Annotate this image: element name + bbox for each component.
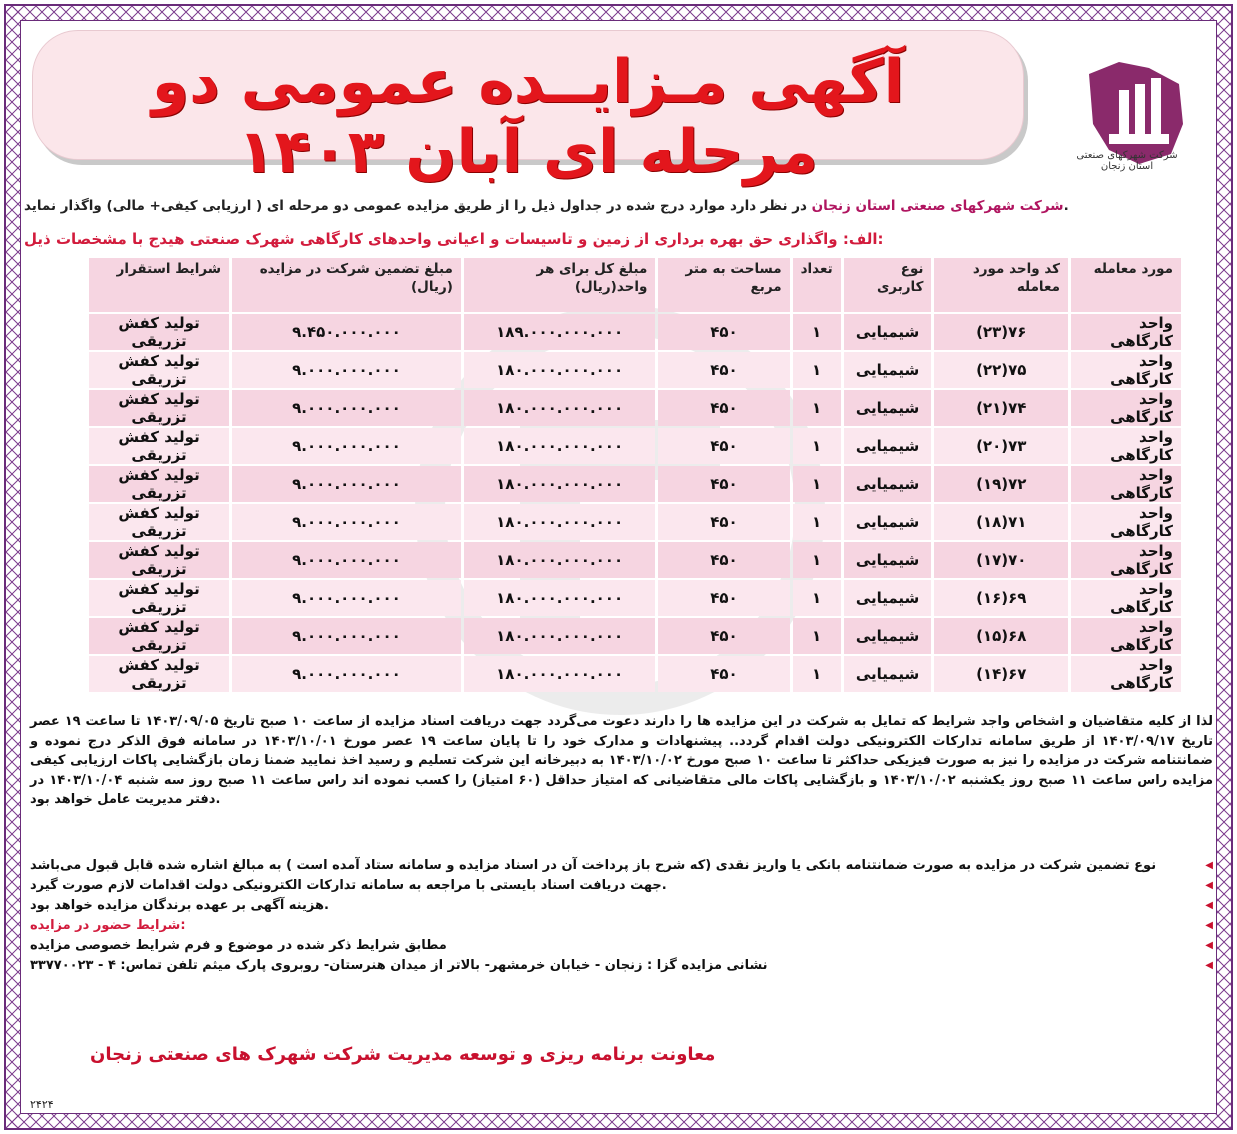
table-cell: شیمیایی [844,618,932,654]
table-cell: ۱۸۰.۰۰۰.۰۰۰.۰۰۰ [464,390,655,426]
table-header-row [89,258,1181,312]
table-cell: تولید کفش تزریقی [89,580,229,616]
table-cell: واحد کارگاهی [1071,352,1181,388]
table-cell: تولید کفش تزریقی [89,352,229,388]
bullet-item: ◀ هزینه آگهی بر عهده برندگان مزایده خواهد بود. [30,896,1213,916]
table-cell: شیمیایی [844,428,932,464]
table-cell: واحد کارگاهی [1071,466,1181,502]
table-cell: واحد کارگاهی [1071,618,1181,654]
table-cell: ۱ [793,618,841,654]
table-cell: ۷۵(۲۲) [934,352,1068,388]
table-cell: ۹.۰۰۰.۰۰۰.۰۰۰ [232,390,461,426]
table-row [89,542,1181,578]
logo-caption-line1: شرکت شهرکهای صنعتی [1076,150,1178,161]
table-cell: ۹.۰۰۰.۰۰۰.۰۰۰ [232,580,461,616]
table-cell: ۷۱(۱۸) [934,504,1068,540]
table-cell: تولید کفش تزریقی [89,390,229,426]
footer-signature: معاونت برنامه ریزی و توسعه مدیریت شرکت شهرک های صنعتی زنجان [90,1044,716,1065]
table-cell: شیمیایی [844,390,932,426]
table-cell: ۷۲(۱۹) [934,466,1068,502]
bullet-item: ◀ نوع تضمین شرکت در مزایده به صورت ضمانتنامه بانکی یا واریز نقدی (که شرح باز پرداخت آن در اسناد مزایده و سامانه ستاد آمده است ) به مبالغ اشاره شده قابل قبول می‌باشد [30,856,1213,876]
header-area: مساحت به متر مربع [658,258,789,312]
units-table [86,256,1184,694]
table-row [89,504,1181,540]
intro-text: در نظر دارد موارد درج شده در جداول ذیل را از طریق مزایده عمومی دو مرحله ای ( ارزیابی کیفی+ مالی) واگذار نماید. [24,198,1069,214]
bullet-list [30,856,1213,976]
table-cell: ۱ [793,428,841,464]
table-cell: تولید کفش تزریقی [89,618,229,654]
table-cell: تولید کفش تزریقی [89,314,229,350]
table-cell: ۱ [793,314,841,350]
company-logo [1079,54,1189,194]
table-cell: ۱ [793,656,841,692]
header [32,30,1032,187]
table-cell: ۹.۰۰۰.۰۰۰.۰۰۰ [232,656,461,692]
header-total-price: مبلغ کل برای هر واحد(ریال) [464,258,655,312]
table-cell: شیمیایی [844,580,932,616]
header-unit-code: کد واحد مورد معامله [934,258,1068,312]
table-row [89,352,1181,388]
table-cell: واحد کارگاهی [1071,314,1181,350]
table-cell: واحد کارگاهی [1071,428,1181,464]
body-paragraph: لذا از کلیه متقاضیان و اشخاص واجد شرایط که تمایل به شرکت در این مزایده ها را دارند دعوت می‌گردد جهت دریافت اسناد مزایده از ساعت ۱۰ صبح تاریخ ۱۴۰۳/۰۹/۰۵ تا ساعت ۱۹ عصر تاریخ ۱۴۰۳/۰۹/۱۷ از طریق سامانه تدارکات الکترونیکی دولت اقدام گردد.. پیشنهادات و مدارک خود را تا پایان ساعت ۱۹ عصر مورخ ۱۴۰۳/۱۰/۰۱ در سامانه فوق الذکر درج نموده و ضمانتنامه شرکت در مزایده را نیز به صورت فیزیکی حداکثر تا ساعت ۱۰ صبح مورخ ۱۴۰۳/۱۰/۰۲ به دبیرخانه این شرکت تسلیم و رسید اخذ نمایید ضمنا زمان بازگشایی پاکات ارزیابی کیفی مزایده راس ساعت ۱۱ صبح روز یکشنبه ۱۴۰۳/۱۰/۰۲ و بازگشایی پاکات مالی متقاضیانی که امتیاز حداقل (۶۰ امتیاز) را کسب نموده اند راس ساعت ۱۱ صبح روز سه شنبه ۱۴۰۳/۱۰/۰۴ در دفتر مدیریت عامل خواهد بود. [30,714,1214,807]
table-cell: شیمیایی [844,352,932,388]
table-cell: تولید کفش تزریقی [89,466,229,502]
table-row [89,580,1181,616]
table-cell: واحد کارگاهی [1071,580,1181,616]
table-cell: ۱۸۰.۰۰۰.۰۰۰.۰۰۰ [464,428,655,464]
table-cell: ۱۸۰.۰۰۰.۰۰۰.۰۰۰ [464,618,655,654]
table-cell: ۷۴(۲۱) [934,390,1068,426]
ad-code: ۲۴۲۴ [30,1098,54,1111]
table-cell: ۴۵۰ [658,314,789,350]
table-cell: ۱ [793,390,841,426]
table-cell: شیمیایی [844,542,932,578]
table-row [89,314,1181,350]
table-cell: واحد کارگاهی [1071,542,1181,578]
table-cell: ۴۵۰ [658,656,789,692]
bullet-item-address: ◀ نشانی مزایده گزا : زنجان - خیابان خرمشهر- بالاتر از میدان هنرستان- روبروی پارک میثم تلفن تماس: ۴ - ۳۳۷۷۰۰۲۳ [30,956,1213,976]
header-guarantee: مبلغ تضمین شرکت در مزایده (ریال) [232,258,461,312]
table-cell: ۱ [793,352,841,388]
table-row [89,466,1181,502]
table-cell: ۹.۰۰۰.۰۰۰.۰۰۰ [232,542,461,578]
table-cell: ۷۶(۲۳) [934,314,1068,350]
table-cell: ۴۵۰ [658,352,789,388]
table-cell: ۹.۰۰۰.۰۰۰.۰۰۰ [232,618,461,654]
table-cell: ۶۸(۱۵) [934,618,1068,654]
table-cell: ۹.۰۰۰.۰۰۰.۰۰۰ [232,352,461,388]
table-cell: شیمیایی [844,314,932,350]
table-cell: تولید کفش تزریقی [89,542,229,578]
table-cell: ۶۷(۱۴) [934,656,1068,692]
table-cell: ۱ [793,466,841,502]
table-cell: ۱۸۰.۰۰۰.۰۰۰.۰۰۰ [464,466,655,502]
table-row [89,428,1181,464]
header-conditions: شرایط استقرار [89,258,229,312]
header-transaction: مورد معامله [1071,258,1181,312]
title-banner [32,30,1024,187]
bullet-item: ◀ جهت دریافت اسناد بایستی با مراجعه به سامانه تدارکات الکترونیکی دولت اقدامات لازم صورت گیرد. [30,876,1213,896]
intro-company: شرکت شهرکهای صنعتی استان زنجان [811,198,1064,214]
section-a-heading: الف: واگذاری حق بهره برداری از زمین و تاسیسات و اعیانی واحدهای کارگاهی شهرک صنعتی هیدج با مشخصات ذیل: [24,230,884,248]
table-cell: ۴۵۰ [658,580,789,616]
table-cell: ۷۳(۲۰) [934,428,1068,464]
bullet-item-heading: ◀ شرایط حضور در مزایده: [30,916,1213,936]
table-cell: واحد کارگاهی [1071,390,1181,426]
table-cell: ۴۵۰ [658,618,789,654]
table-cell: ۱۸۰.۰۰۰.۰۰۰.۰۰۰ [464,580,655,616]
table-cell: ۱ [793,542,841,578]
table-cell: ۴۵۰ [658,504,789,540]
intro-paragraph [24,196,1213,216]
table-cell: ۱ [793,580,841,616]
table-cell: تولید کفش تزریقی [89,428,229,464]
logo-caption [1067,150,1187,172]
table-cell: ۴۵۰ [658,466,789,502]
table-row [89,656,1181,692]
table-cell: ۷۰(۱۷) [934,542,1068,578]
table-cell: تولید کفش تزریقی [89,504,229,540]
table-cell: ۶۹(۱۶) [934,580,1068,616]
table-cell: شیمیایی [844,466,932,502]
table-row [89,390,1181,426]
header-count: تعداد [793,258,841,312]
table-cell: ۹.۰۰۰.۰۰۰.۰۰۰ [232,428,461,464]
header-usage: نوع کاربری [844,258,932,312]
table-cell: ۹.۴۵۰.۰۰۰.۰۰۰ [232,314,461,350]
table-cell: ۱۸۰.۰۰۰.۰۰۰.۰۰۰ [464,656,655,692]
table-cell: ۹.۰۰۰.۰۰۰.۰۰۰ [232,466,461,502]
bullet-item: ◀ مطابق شرایط ذکر شده در موضوع و فرم شرایط خصوصی مزایده [30,936,1213,956]
page-title: آگهی مـزایــده عمومی دو مرحله ای آبان ۱۴۰۳ [151,47,905,187]
table-cell: ۱۸۰.۰۰۰.۰۰۰.۰۰۰ [464,352,655,388]
table-cell: ۱ [793,504,841,540]
table-cell: ۱۸۹.۰۰۰.۰۰۰.۰۰۰ [464,314,655,350]
table-cell: شیمیایی [844,656,932,692]
table-cell: ۴۵۰ [658,390,789,426]
table-cell: تولید کفش تزریقی [89,656,229,692]
table-cell: شیمیایی [844,504,932,540]
table-cell: ۹.۰۰۰.۰۰۰.۰۰۰ [232,504,461,540]
logo-caption-line2: استان زنجان [1100,161,1154,172]
table-cell: واحد کارگاهی [1071,504,1181,540]
table-cell: ۴۵۰ [658,428,789,464]
table-row [89,618,1181,654]
table-cell: ۱۸۰.۰۰۰.۰۰۰.۰۰۰ [464,504,655,540]
table-cell: واحد کارگاهی [1071,656,1181,692]
table-cell: ۴۵۰ [658,542,789,578]
table-cell: ۱۸۰.۰۰۰.۰۰۰.۰۰۰ [464,542,655,578]
